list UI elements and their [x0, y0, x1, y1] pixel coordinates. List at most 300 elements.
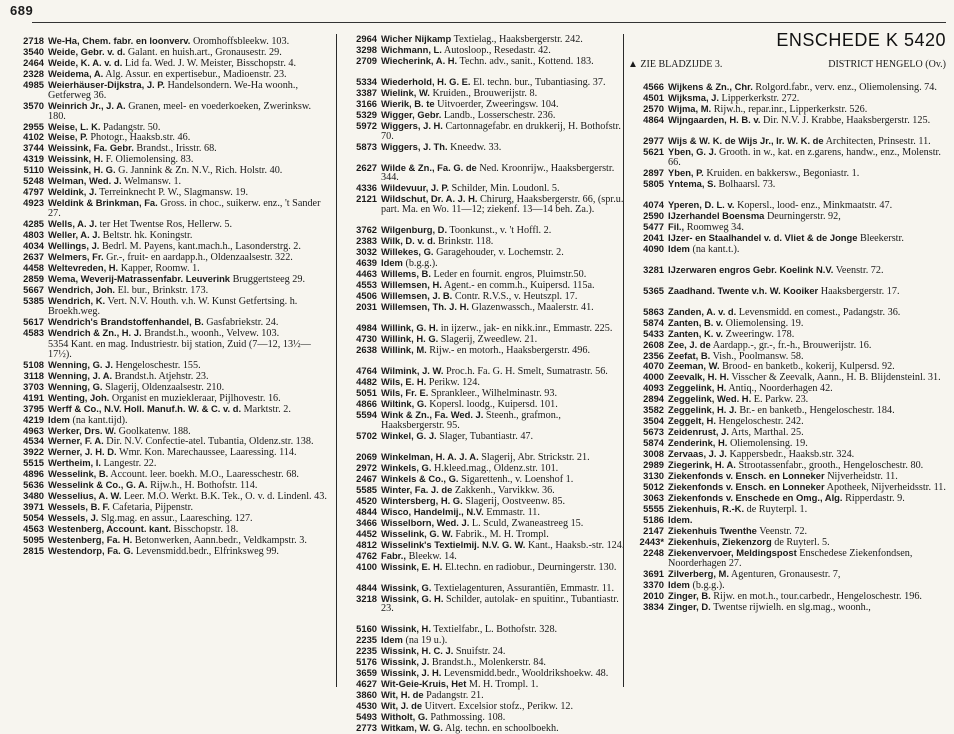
- phone-number: 4093: [643, 382, 664, 394]
- phone-number: 4102: [23, 131, 44, 143]
- phone-number: 5493: [356, 711, 377, 723]
- subscriber-details: Organist en muziekleraar, Pijlhovestr. 16.: [109, 392, 281, 404]
- subscriber-name: Yntema, S.: [668, 177, 716, 189]
- subscriber-details: Lid fa. Wed. J. W. Meister, Bisschopstr. 4.: [122, 57, 297, 69]
- subscriber-details: Brinkstr. 118.: [435, 236, 494, 248]
- phone-number: 3570: [23, 99, 44, 111]
- phone-number: 2248: [643, 547, 664, 559]
- subscriber-name: We-Ha, Chem. fabr. en loonverv.: [48, 35, 191, 46]
- directory-entry: [341, 345, 625, 356]
- directory-entry: [341, 431, 625, 442]
- phone-number: 2383: [356, 235, 377, 247]
- subscriber-details: Sprankleer., Wilhelminastr. 93.: [428, 388, 558, 399]
- phone-number: 4797: [23, 186, 44, 198]
- phone-number: 4563: [23, 523, 44, 535]
- phone-number: 2955: [23, 120, 44, 132]
- subscriber-name: Zeidenrust, J.: [668, 426, 729, 438]
- subscriber-details: Aardapp.-, gr.-, fr.-h., Brouwerijstr. 16.: [710, 339, 872, 351]
- directory-entry: [8, 546, 328, 557]
- phone-number: 2010: [643, 589, 664, 601]
- subscriber-name: Wilk, D. v. d.: [381, 235, 436, 247]
- directory-header: [628, 30, 954, 82]
- subscriber-name: Idem: [381, 257, 403, 269]
- subscriber-details: Zweeringw. 178.: [723, 328, 795, 340]
- phone-number: 3218: [356, 592, 377, 604]
- subscriber-name: Zeefat, B.: [668, 349, 711, 361]
- directory-entry: [8, 198, 328, 219]
- phone-number: 3762: [356, 224, 377, 236]
- subscriber-name: Zeggelink, H.: [668, 382, 727, 394]
- subscriber-name: Wils, E. H.: [381, 376, 427, 388]
- subscriber-details: Vert. N.V. Houth. v.h. W. Kunst Getfertsing. h. Broekh.weg.: [48, 296, 298, 317]
- phone-number: 5621: [643, 145, 664, 157]
- subscriber-details: Roomweg 34.: [684, 221, 744, 233]
- subscriber-name: Werker, Drs. W.: [48, 424, 117, 436]
- subscriber-name: Willemsen, Th. J. H.: [381, 301, 469, 313]
- subscriber-name: Wesselink & Co., G. A.: [48, 479, 148, 491]
- subscriber-name: Zeeman, W.: [668, 360, 720, 372]
- subscriber-name: Weltevreden, H.: [48, 262, 119, 274]
- directory-entry: [8, 296, 328, 317]
- phone-number: 4534: [23, 435, 44, 447]
- phone-number: 2637: [23, 251, 44, 263]
- subscriber-details: Rolgord.fabr., verv. enz., Oliemolensing. 74.: [752, 82, 937, 93]
- subscriber-details: Grooth. in w., kat. en z.garens, handw., enz., Molenstr. 66.: [668, 146, 941, 168]
- subscriber-name: Wissink, G. H.: [381, 592, 444, 604]
- phone-number: 4336: [356, 182, 377, 194]
- subscriber-details: Visscher & Zeevalk, Aann., H. B. Blijdensteinl. 31.: [728, 372, 941, 384]
- subscriber-details: Bleekw. 14.: [406, 550, 457, 562]
- phone-number: 4070: [643, 360, 664, 372]
- subscriber-name: Wesselink, B.: [48, 468, 109, 480]
- subscriber-details: (b.g.g.).: [402, 258, 438, 270]
- phone-number: 4219: [23, 413, 44, 425]
- subscriber-details: Kappersbedr., Haaksb.str. 324.: [726, 449, 855, 461]
- subscriber-details: Architecten, Prinsestr. 11.: [823, 135, 931, 147]
- subscriber-details: (na 19 u.).: [402, 635, 448, 647]
- subscriber-name: Wenting, Joh.: [48, 391, 110, 403]
- subscriber-name: Wisco, Handelmij., N.V.: [381, 505, 484, 517]
- phone-number: 3971: [23, 501, 44, 513]
- directory-entry: [341, 142, 625, 153]
- subscriber-details: Gasfabriekstr. 24.: [203, 316, 279, 328]
- phone-number: 3063: [643, 492, 664, 504]
- subscriber-details: (na kant.t.).: [689, 243, 740, 255]
- phone-number: 5365: [643, 284, 664, 296]
- phone-number: 2964: [356, 33, 377, 44]
- phone-number: 4923: [23, 197, 44, 209]
- subscriber-details: Bruggertsteeg 29.: [230, 274, 306, 286]
- subscriber-name: Wertheim, I.: [48, 457, 101, 469]
- phone-number: 3922: [23, 446, 44, 458]
- subscriber-details: Rijw.- en motorh., Haaksbergerstr. 496.: [426, 345, 591, 357]
- subscriber-name: Wenning, G.: [48, 380, 103, 392]
- subscriber-details: El.techn. en radiobur., Deurningerstr. 130.: [442, 561, 617, 573]
- subscriber-details: Leder en fournit. engros, Pluimstr.50.: [430, 269, 587, 281]
- subscriber-details: Oliemolensing. 19.: [723, 317, 804, 329]
- phone-number: 2897: [643, 166, 664, 178]
- phone-number: 3703: [23, 380, 44, 392]
- phone-number: 2041: [643, 231, 664, 243]
- subscriber-details: de Ruyterpl. 1.: [744, 504, 808, 516]
- subscriber-details: Sigarettenh., v. Loenshof 1.: [458, 473, 574, 485]
- subscriber-details: Photogr., Haaksb.str. 46.: [87, 132, 191, 144]
- subscriber-name: Witholt, G.: [381, 711, 428, 723]
- subscriber-name: Witkam, W. G.: [381, 722, 443, 734]
- subscriber-details: Textielag., Haaksbergerstr. 242.: [451, 34, 583, 45]
- directory-entry: [341, 410, 625, 431]
- phone-number: 4985: [23, 78, 44, 90]
- phone-number: 4984: [356, 322, 377, 334]
- subscriber-name: Idem: [48, 413, 70, 425]
- subscriber-name: Wissink, E. H.: [381, 560, 443, 572]
- subscriber-details: Slagerij, Oostveenw. 85.: [462, 495, 566, 507]
- phone-number: 5095: [23, 534, 44, 546]
- subscriber-details: Toonkunst., v. 't Hoffl. 2.: [447, 225, 552, 237]
- subscriber-name: Westenberg, Fa. H.: [48, 534, 133, 546]
- subscriber-details: Brood- en banketb., kokerij, Kulpersd. 92.: [719, 361, 895, 373]
- subscriber-name: Idem: [668, 242, 690, 254]
- directory-entry: [628, 115, 954, 126]
- subscriber-name: Weissink, H.: [48, 153, 104, 165]
- subscriber-details: Fabrik., M. H. Trompl.: [452, 528, 549, 540]
- phone-number: 2464: [23, 56, 44, 68]
- subscriber-details: El. techn. bur., Tubantiasing. 37.: [470, 76, 606, 88]
- phone-number: 2638: [356, 344, 377, 356]
- subscriber-name: Ziegerink, H. A.: [668, 459, 736, 471]
- subscriber-details: L. Sculd, Zwaneastreeg 15.: [469, 517, 584, 529]
- subscriber-name: Welmers, Fr.: [48, 251, 104, 263]
- subscriber-name: IJzer- en Staalhandel v. d. Vliet & de Jonge: [668, 231, 858, 243]
- subscriber-details: Hengeloschestr. 155.: [112, 359, 201, 371]
- phone-number: 2356: [643, 349, 664, 361]
- phone-number: 3370: [643, 578, 664, 590]
- subscriber-name: Wigger, Gebr.: [381, 108, 442, 120]
- phone-number: 5585: [356, 483, 377, 495]
- directory-entry: [628, 602, 954, 613]
- phone-number: 4463: [356, 268, 377, 280]
- subscriber-details: Langestr. 22.: [100, 458, 157, 470]
- subscriber-name: Zeevalk, H. H.: [668, 371, 729, 383]
- subscriber-name: Ziekenhuis, R.-K.: [668, 503, 745, 515]
- subscriber-name: Wessels, J.: [48, 512, 99, 524]
- subscriber-details: M. H. Trompl. 1.: [466, 679, 539, 691]
- subscriber-name: Weissink, H. G.: [48, 164, 116, 176]
- phone-number: 5110: [23, 164, 44, 176]
- subscriber-name: Willekes, G.: [381, 246, 434, 258]
- phone-number: 5051: [356, 387, 377, 398]
- phone-number: 4764: [356, 365, 377, 377]
- phone-number: 2121: [356, 193, 377, 205]
- directory-entry: [8, 80, 328, 101]
- phone-number: 5385: [23, 295, 44, 307]
- subscriber-name: Wichmann, L.: [381, 43, 442, 55]
- subscriber-details: Oromhoffsbleekw. 103.: [190, 36, 290, 47]
- subscriber-name: Ziekenfonds v. Enschede en Omg., Alg.: [668, 492, 843, 504]
- subscriber-name: Wielink, W.: [381, 86, 430, 98]
- subscriber-name: Willink, M.: [381, 344, 427, 356]
- subscriber-details: Levensmidd. en comest., Padangstr. 36.: [736, 306, 901, 318]
- subscriber-details: Betonwerken, Aann.bedr., Veldkampstr. 3.: [132, 535, 307, 547]
- subscriber-details: Snuifstr. 24.: [453, 646, 506, 658]
- subscriber-name: Idem: [381, 634, 403, 646]
- subscriber-name: Wellings, J.: [48, 240, 100, 252]
- phone-number: 5863: [643, 305, 664, 317]
- phone-number: 4639: [356, 257, 377, 269]
- subscriber-details: Twentse rijwielh. en slg.mag., woonh.,: [710, 601, 871, 613]
- subscriber-name: Weise, L. K.: [48, 120, 101, 132]
- phone-number: 2989: [643, 459, 664, 471]
- subscriber-details: E. Parkw. 23.: [751, 394, 809, 406]
- subscriber-name: Wils, Fr. E.: [381, 387, 429, 398]
- phone-number: 3659: [356, 667, 377, 679]
- phone-number: 2977: [643, 134, 664, 146]
- subscriber-name: Yperen, D. L. v.: [668, 198, 735, 210]
- directory-entry: [341, 56, 625, 67]
- phone-number: 5248: [23, 175, 44, 187]
- subscriber-details: Rijw.h., H. Bothofstr. 114.: [147, 480, 258, 492]
- subscriber-details: Uitvoerder, Zweeringsw. 104.: [434, 98, 559, 110]
- subscriber-name: Weise, P.: [48, 131, 88, 143]
- phone-number: 4482: [356, 376, 377, 388]
- phone-number: 4803: [23, 229, 44, 241]
- phone-number: 2773: [356, 722, 377, 734]
- subscriber-details: Techn. adv., sanit., Kottend. 183.: [457, 55, 594, 67]
- phone-number: 5673: [643, 426, 664, 438]
- subscriber-details: Alg. techn. en schoolboekh.: [442, 723, 559, 734]
- subscriber-details: de Ruyterl. 5.: [771, 537, 830, 549]
- phone-number: 5160: [356, 623, 377, 635]
- subscriber-name: Winter, Fa. J. de: [381, 483, 453, 495]
- phone-number: 2069: [356, 450, 377, 462]
- subscriber-name: Wiggers, J. H.: [381, 119, 443, 131]
- subscriber-details: Galant. en huish.art., Gronausestr. 29.: [125, 46, 282, 58]
- subscriber-details: Agent.- en comm.h., Kuipersd. 115a.: [441, 280, 595, 292]
- phone-number: 4963: [23, 424, 44, 436]
- phone-number: 2443*: [639, 536, 664, 548]
- subscriber-details: Rijw. en mot.h., tour.carbedr., Hengeloschestr. 196.: [710, 590, 922, 602]
- subscriber-name: Wijksma, J.: [668, 91, 719, 103]
- subscriber-name: Zervaas, J. J.: [668, 448, 727, 460]
- subscriber-details: Br.- en banketb., Hengeloschestr. 184.: [736, 405, 895, 417]
- phone-number: 3466: [356, 516, 377, 528]
- subscriber-name: Fabr.,: [381, 549, 407, 561]
- subscriber-details: Wmr. Kon. Marechaussee, Laaressing. 114.: [116, 447, 297, 459]
- subscriber-details: Uitvert. Excelsior stofz., Perikw. 12.: [422, 701, 574, 713]
- subscriber-details: Antiq., Noorderhagen 42.: [726, 383, 833, 395]
- directory-entry: [341, 562, 625, 573]
- subscriber-name: Wijma, M.: [668, 102, 712, 114]
- subscriber-name: Wilde & Zn., Fa. G. de: [381, 161, 477, 173]
- phone-number: 4191: [23, 391, 44, 403]
- phone-number: 4553: [356, 279, 377, 291]
- subscriber-details: Garagehouder, v. Lochemstr. 2.: [433, 247, 564, 259]
- phone-number: 4583: [23, 326, 44, 338]
- subscriber-details: Bolhaarsl. 73.: [715, 178, 776, 190]
- phone-number: 4100: [356, 560, 377, 572]
- subscriber-details: Perikw. 124.: [426, 377, 480, 389]
- phone-number: 5873: [356, 140, 377, 152]
- subscriber-details: Brandst.h., Molenkerstr. 84.: [429, 657, 546, 669]
- phone-number: 4896: [23, 468, 44, 480]
- subscriber-name: Wisselink, G. W.: [381, 527, 453, 539]
- subscriber-name: Wissink, J.: [381, 656, 430, 668]
- subscriber-details: Rijw.h., repar.inr., Lipperkerkstr. 526.: [711, 103, 868, 115]
- subscriber-name: Wit-Geie-Kruis, Het: [381, 678, 467, 690]
- directory-entry: [341, 194, 625, 215]
- subscriber-name: Wells, A. J.: [48, 218, 97, 230]
- phone-number: 4506: [356, 290, 377, 302]
- phone-number: 4000: [643, 371, 664, 383]
- subscriber-details: Kruiden., Brouwerijstr. 8.: [429, 87, 538, 99]
- subscriber-details: Slg.mag. en assur., Laaresching. 127.: [98, 513, 253, 525]
- subscriber-details: Slagerij, Abr. Strickstr. 21.: [478, 451, 590, 463]
- subscriber-name: Zilverberg, M.: [668, 568, 729, 579]
- subscriber-name: Wiggers, J. Th.: [381, 140, 448, 152]
- subscriber-details: Glazenwassch., Maalerstr. 41.: [468, 302, 594, 314]
- subscriber-name: Ziekenfonds v. Ensch. en Lonneker: [668, 470, 825, 482]
- subscriber-details: Enschedese Ziekenfondsen, Noorderhagen 27.: [668, 548, 913, 570]
- see-page-note: ▲ ZIE BLADZIJDE 3.: [628, 59, 723, 70]
- phone-number: 5555: [643, 503, 664, 515]
- phone-number: 2608: [643, 338, 664, 350]
- phone-number: 4520: [356, 494, 377, 506]
- subscriber-name: Werner, J. H. D.: [48, 446, 117, 458]
- subscriber-details: Vish., Poolmansw. 58.: [710, 350, 804, 362]
- phone-number: 2328: [23, 67, 44, 79]
- phone-number: 4034: [23, 240, 44, 252]
- subscriber-details: F. Oliemolensing. 83.: [103, 154, 194, 166]
- subscriber-details: Ripperdastr. 9.: [842, 493, 905, 505]
- subscriber-details: Padangstr. 50.: [100, 121, 161, 133]
- subscriber-name: Willems, B.: [381, 268, 431, 280]
- column-2: [336, 33, 625, 734]
- directory-entry: [628, 244, 954, 255]
- subscriber-name: Wendrich's Brandstoffenhandel, B.: [48, 315, 204, 327]
- phone-number: 5176: [356, 656, 377, 668]
- subscriber-details: Strootassenfabr., grooth., Hengeloschestr. 80.: [735, 460, 924, 472]
- subscriber-name: Winkel, G. J.: [381, 429, 437, 441]
- subscriber-details: Kruiden. en bakkersw., Begoniastr. 1.: [703, 167, 860, 179]
- phone-number: 4627: [356, 678, 377, 690]
- subscriber-details: Granen, meel- en voederkoeken, Zwerinksw. 180.: [48, 100, 312, 122]
- subscriber-name: Weissink, Fa. Gebr.: [48, 142, 134, 154]
- subscriber-name: Idem: [668, 578, 690, 590]
- subscriber-details: 5354 Kant. en mag. Industriestr. bij station, Zuid (7—12, 13½—17½).: [48, 338, 311, 360]
- subscriber-name: Wijkens & Zn., Chr.: [668, 81, 753, 92]
- phone-number: 5594: [356, 408, 377, 420]
- phone-number: 2467: [356, 472, 377, 484]
- phone-number: 5054: [23, 512, 44, 524]
- subscriber-name: Willink, G. H.: [381, 322, 439, 334]
- subscriber-name: Wissink, H. C. J.: [381, 645, 454, 657]
- subscriber-name: Zee, J. de: [668, 338, 711, 350]
- subscriber-name: Wilgenburg, D.: [381, 224, 448, 236]
- phone-number: 2147: [643, 525, 664, 537]
- subscriber-details: Marktstr. 2.: [241, 403, 291, 415]
- phone-number: 2031: [356, 301, 377, 313]
- subscriber-details: Proc.h. Fa. G. H. Smelt, Sumatrastr. 56.: [443, 366, 608, 378]
- subscriber-name: Zenderink, H.: [668, 437, 728, 449]
- subscriber-details: Gross. in choc., suikerw. enz., 't Sander 27.: [48, 198, 321, 220]
- directory-title: ENSCHEDE K 5420: [776, 30, 946, 50]
- phone-number: 4812: [356, 538, 377, 550]
- phone-number: 2627: [356, 161, 377, 173]
- phone-number: 4866: [356, 397, 377, 409]
- subscriber-name: Zanden, A. v. d.: [668, 305, 737, 317]
- subscriber-details: Kapper, Roomw. 1.: [118, 263, 200, 275]
- subscriber-name: Ziekenhuis, Ziekenzorg: [668, 536, 772, 548]
- subscriber-name: Weide, Gebr. v. d.: [48, 45, 126, 57]
- subscriber-details: Lipperkerkstr. 272.: [718, 92, 800, 104]
- subscriber-name: Yben, G. J.: [668, 145, 717, 157]
- subscriber-details: Landb., Losserschestr. 236.: [441, 109, 556, 121]
- phone-number: 2718: [23, 35, 44, 46]
- phone-number: 2815: [23, 545, 44, 557]
- subscriber-name: Weinrich Jr., J. A.: [48, 99, 126, 111]
- subscriber-details: Padangstr. 21.: [423, 690, 484, 702]
- phone-number: 3480: [23, 490, 44, 502]
- subscriber-name: Zinger, D.: [668, 600, 711, 612]
- phone-number: 4762: [356, 549, 377, 561]
- phone-number: 3130: [643, 470, 664, 482]
- subscriber-details: Veenstr. 72.: [833, 264, 884, 276]
- phone-number: 5186: [643, 514, 664, 526]
- subscriber-details: Kopersl., lood- enz., Minkmaatstr. 47.: [734, 199, 893, 211]
- phone-number: 3281: [643, 263, 664, 275]
- subscriber-name: Weldink & Brinkman, Fa.: [48, 197, 158, 209]
- subscriber-name: Zinger, B.: [668, 589, 711, 601]
- phone-number: 3504: [643, 415, 664, 427]
- column-3: [623, 30, 954, 687]
- subscriber-name: Wenning, J. A.: [48, 369, 113, 381]
- subscriber-details: Emmastr. 11.: [483, 506, 540, 518]
- subscriber-name: Willemsen, J. B.: [381, 290, 453, 302]
- subscriber-name: Ziekenhuis Twenthe: [668, 525, 757, 537]
- subscriber-name: Weller, A. J.: [48, 229, 101, 241]
- subscriber-name: Wicher Nijkamp: [381, 33, 452, 44]
- phone-number: 5702: [356, 429, 377, 441]
- subscriber-name: Welman, Wed. J.: [48, 175, 122, 187]
- subscriber-name: Wendrich, K.: [48, 295, 106, 307]
- phone-number: 4319: [23, 153, 44, 165]
- subscriber-name: Wenning, G. J.: [48, 358, 113, 370]
- subscriber-name: Ziekenvervoer, Meldingspost: [668, 547, 797, 559]
- subscriber-name: Wiecherink, A. H.: [381, 54, 458, 66]
- phone-number: 4074: [643, 198, 664, 210]
- subscriber-details: El. bur., Brinkstr. 173.: [115, 285, 209, 297]
- phone-number: 3691: [643, 568, 664, 579]
- subscriber-name: Wisselink's Textielmij. N.V. G. W.: [381, 538, 526, 550]
- subscriber-name: Wiederhold, H. G. E.: [381, 75, 471, 87]
- subscriber-name: Weierhäuser-Dijkstra, J. P.: [48, 78, 165, 90]
- phone-number: 3032: [356, 246, 377, 258]
- phone-number: 3795: [23, 402, 44, 414]
- subscriber-details: Bleekerstr.: [857, 232, 904, 244]
- subscriber-details: Chirurg, Haaksbergerstr. 66, (spr.u. part. Ma. en Wo. 11—12; ziekenf. 13—14 beh. Za.).: [381, 194, 624, 216]
- phone-number: 3166: [356, 97, 377, 109]
- subscriber-name: IJzerwaren engros Gebr. Koelink N.V.: [668, 263, 834, 275]
- subscriber-details: H.kleed.mag., Oldenz.str. 101.: [431, 462, 559, 474]
- subscriber-details: Terreinknecht P. W., Slagmansw. 19.: [96, 187, 249, 199]
- subscriber-name: Zeggelt, H.: [668, 415, 716, 427]
- subscriber-name: Wiltink, G.: [381, 397, 427, 409]
- subscriber-name: Wissink, H.: [381, 623, 431, 635]
- directory-entry: [628, 179, 954, 190]
- directory-entry: [341, 302, 625, 313]
- subscriber-name: Wilmink, J. W.: [381, 365, 444, 377]
- phone-number: 3118: [23, 369, 44, 381]
